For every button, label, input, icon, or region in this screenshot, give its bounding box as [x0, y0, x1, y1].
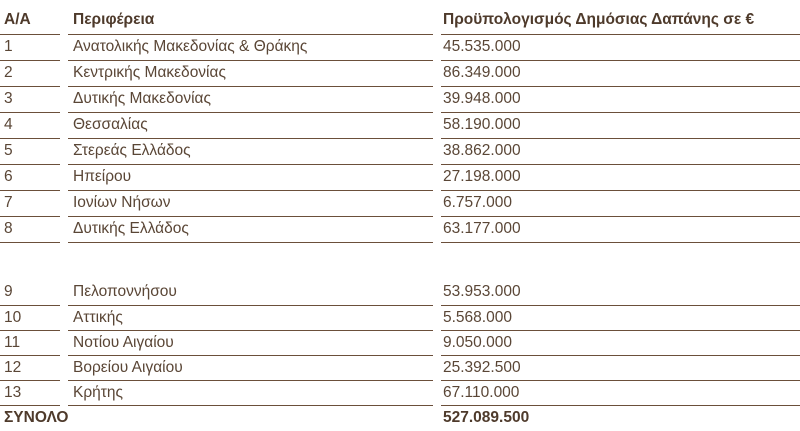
cell-region: Πελοποννήσου: [73, 283, 177, 300]
cell-aa: 2: [4, 64, 13, 81]
row-divider: [0, 242, 60, 243]
cell-region: Κρήτης: [73, 384, 123, 401]
table-row: [0, 34, 800, 60]
total-label: ΣΥΝΟΛΟ: [4, 409, 69, 426]
cell-region: Κεντρικής Μακεδονίας: [73, 64, 226, 81]
header-aa: Α/Α: [4, 11, 31, 28]
cell-aa: 6: [4, 168, 13, 185]
cell-budget: 67.110.000: [443, 384, 520, 401]
cell-aa: 4: [4, 116, 13, 133]
table-row: [0, 355, 800, 381]
cell-aa: 1: [4, 38, 13, 55]
cell-region: Στερεάς Ελλάδος: [73, 142, 191, 159]
cell-region: Ανατολικής Μακεδονίας & Θράκης: [73, 38, 308, 55]
total-budget: 527.089.500: [443, 409, 530, 426]
table-row: [0, 164, 800, 190]
cell-budget: 53.953.000: [443, 283, 521, 300]
cell-region: Αττικής: [73, 309, 123, 326]
cell-budget: 63.177.000: [443, 220, 521, 237]
cell-aa: 11: [4, 334, 21, 351]
cell-aa: 10: [4, 309, 22, 326]
cell-aa: 5: [4, 142, 13, 159]
table-row: [0, 305, 800, 331]
cell-aa: 7: [4, 194, 13, 211]
table-row: [0, 330, 800, 356]
cell-budget: 38.862.000: [443, 142, 521, 159]
cell-aa: 12: [4, 359, 22, 376]
row-divider: [441, 242, 800, 243]
cell-budget: 86.349.000: [443, 64, 521, 81]
table-row: [0, 216, 800, 242]
cell-budget: 9.050.000: [443, 334, 512, 351]
cell-budget: 58.190.000: [443, 116, 521, 133]
cell-region: Δυτικής Μακεδονίας: [73, 90, 211, 107]
header-region: Περιφέρεια: [73, 11, 155, 28]
table-row: [0, 112, 800, 138]
table-header-row: [0, 7, 800, 33]
cell-region: Ιονίων Νήσων: [73, 194, 171, 211]
cell-region: Ηπείρου: [73, 168, 132, 185]
cell-aa: 8: [4, 220, 13, 237]
cell-region: Δυτικής Ελλάδος: [73, 220, 189, 237]
cell-budget: 27.198.000: [443, 168, 521, 185]
cell-aa: 3: [4, 90, 13, 107]
cell-budget: 5.568.000: [443, 309, 512, 326]
table-row: [0, 190, 800, 216]
cell-region: Βορείου Αιγαίου: [73, 359, 183, 376]
cell-budget: 45.535.000: [443, 38, 521, 55]
table-row: [0, 86, 800, 112]
cell-aa: 13: [4, 384, 22, 401]
cell-region: Θεσσαλίας: [73, 116, 148, 133]
cell-region: Νοτίου Αιγαίου: [73, 334, 174, 351]
header-budget: Προϋπολογισμός Δημόσιας Δαπάνης σε €: [443, 11, 755, 28]
cell-budget: 25.392.500: [443, 359, 521, 376]
total-row: [0, 405, 800, 431]
table-row: [0, 279, 800, 305]
table-row: [0, 60, 800, 86]
row-divider: [68, 242, 433, 243]
cell-budget: 6.757.000: [443, 194, 512, 211]
cell-budget: 39.948.000: [443, 90, 521, 107]
table-row: [0, 138, 800, 164]
cell-aa: 9: [4, 283, 13, 300]
table-row: [0, 380, 800, 406]
